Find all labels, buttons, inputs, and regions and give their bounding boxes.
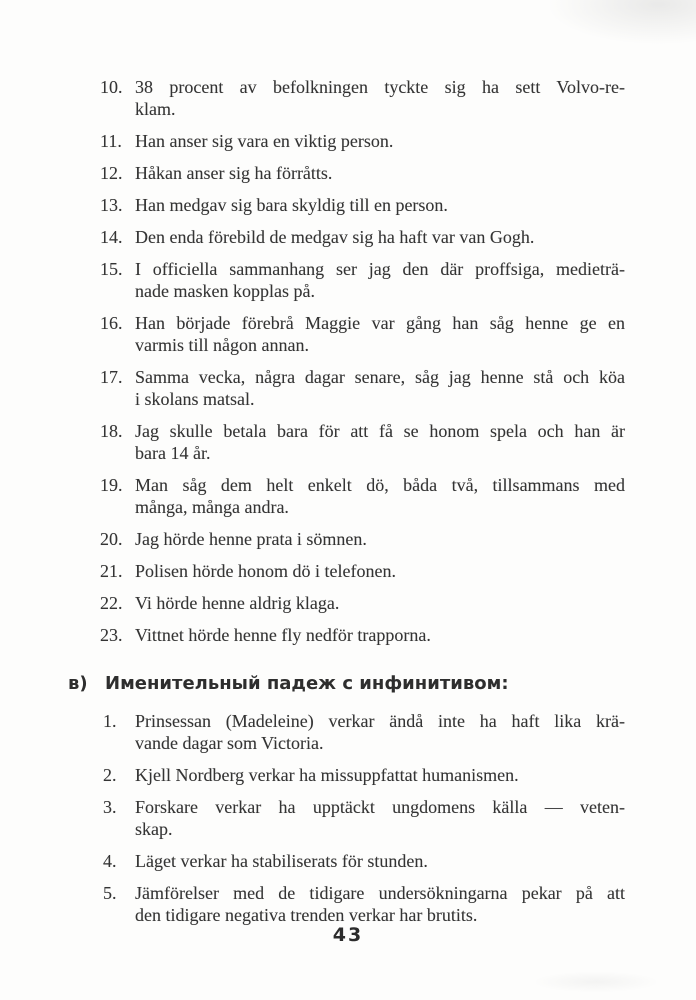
item-number: 10.	[100, 77, 123, 97]
text-line: Jag hörde henne prata i sömnen.	[135, 529, 367, 549]
section-label: в)	[68, 673, 88, 694]
text-line: I officiella sammanhang ser jag den där proffsiga, medieträ-	[135, 259, 625, 279]
item-text	[135, 764, 625, 786]
text-line: nade masken kopplas på.	[135, 281, 315, 301]
item-number: 18.	[100, 421, 123, 441]
list-item	[100, 76, 625, 120]
item-number: 2.	[103, 765, 117, 785]
item-text	[135, 560, 625, 582]
text-line: många, många andra.	[135, 497, 289, 517]
item-number: 13.	[100, 195, 123, 215]
item-text	[135, 710, 625, 754]
list-item	[100, 850, 625, 872]
item-text	[135, 366, 625, 410]
list-item	[100, 592, 625, 614]
text-line: Han medgav sig bara skyldig till en person.	[135, 195, 448, 215]
list-item	[100, 764, 625, 786]
scan-artifact	[546, 0, 696, 45]
text-line: bara 14 år.	[135, 443, 211, 463]
item-number: 22.	[100, 593, 123, 613]
text-line: Jämförelser med de tidigare undersökningarna pekar på att	[135, 883, 625, 903]
item-number: 4.	[103, 851, 117, 871]
item-text	[135, 592, 625, 614]
text-line: Han började förebrå Maggie var gång han såg henne ge en	[135, 313, 625, 333]
item-text	[135, 528, 625, 550]
text-line: varmis till någon annan.	[135, 335, 309, 355]
text-line: i skolans matsal.	[135, 389, 255, 409]
text-line: vande dagar som Victoria.	[135, 733, 324, 753]
text-line: Håkan anser sig ha förråtts.	[135, 163, 333, 183]
item-number: 20.	[100, 529, 123, 549]
item-number: 3.	[103, 797, 117, 817]
list-item	[100, 560, 625, 582]
list-item	[100, 420, 625, 464]
list-item	[100, 528, 625, 550]
text-line: Vittnet hörde henne fly nedför trapporna.	[135, 625, 431, 645]
item-text	[135, 130, 625, 152]
list-item	[100, 258, 625, 302]
page-content	[68, 76, 625, 936]
item-text	[135, 258, 625, 302]
text-line: Man såg dem helt enkelt dö, båda två, tillsammans med	[135, 475, 625, 495]
list-item	[100, 130, 625, 152]
item-number: 14.	[100, 227, 123, 247]
item-number: 12.	[100, 163, 123, 183]
text-line: Polisen hörde honom dö i telefonen.	[135, 561, 396, 581]
item-number: 1.	[103, 711, 117, 731]
list-item	[100, 312, 625, 356]
text-line: den tidigare negativa trenden verkar har brutits.	[135, 905, 478, 925]
text-line: Läget verkar ha stabiliserats för stunden.	[135, 851, 428, 871]
item-number: 17.	[100, 367, 123, 387]
text-line: Prinsessan (Madeleine) verkar ändå inte ha haft lika krä-	[135, 711, 625, 731]
list-item	[100, 366, 625, 410]
item-number: 16.	[100, 313, 123, 333]
item-number: 23.	[100, 625, 123, 645]
exercise-list-b	[100, 710, 625, 926]
item-text	[135, 194, 625, 216]
item-number: 21.	[100, 561, 123, 581]
item-text	[135, 312, 625, 356]
item-number: 19.	[100, 475, 123, 495]
list-item	[100, 882, 625, 926]
section-heading	[68, 672, 625, 696]
list-item	[100, 796, 625, 840]
item-text	[135, 474, 625, 518]
list-item	[100, 710, 625, 754]
item-number: 11.	[100, 131, 122, 151]
page-number: 43	[332, 924, 364, 946]
item-text	[135, 624, 625, 646]
exercise-list-a	[100, 76, 625, 646]
item-text	[135, 882, 625, 926]
item-text	[135, 76, 625, 120]
item-text	[135, 420, 625, 464]
scan-artifact	[536, 972, 656, 992]
list-item	[100, 194, 625, 216]
text-line: Han anser sig vara en viktig person.	[135, 131, 394, 151]
list-item	[100, 162, 625, 184]
text-line: Vi hörde henne aldrig klaga.	[135, 593, 340, 613]
item-text	[135, 226, 625, 248]
text-line: 38 procent av befolkningen tyckte sig ha sett Volvo-re-	[135, 77, 625, 97]
item-text	[135, 796, 625, 840]
text-line: skap.	[135, 819, 173, 839]
item-text	[135, 850, 625, 872]
section-title: Именительный падеж с инфинитивом:	[105, 673, 509, 694]
text-line: Forskare verkar ha upptäckt ungdomens källa — veten-	[135, 797, 625, 817]
text-line: Jag skulle betala bara för att få se honom spela och han är	[135, 421, 625, 441]
text-line: Den enda förebild de medgav sig ha haft var van Gogh.	[135, 227, 535, 247]
text-line: klam.	[135, 99, 176, 119]
list-item	[100, 474, 625, 518]
list-item	[100, 624, 625, 646]
item-text	[135, 162, 625, 184]
text-line: Samma vecka, några dagar senare, såg jag henne stå och köa	[135, 367, 625, 387]
list-item	[100, 226, 625, 248]
item-number: 5.	[103, 883, 117, 903]
text-line: Kjell Nordberg verkar ha missuppfattat humanismen.	[135, 765, 519, 785]
item-number: 15.	[100, 259, 123, 279]
